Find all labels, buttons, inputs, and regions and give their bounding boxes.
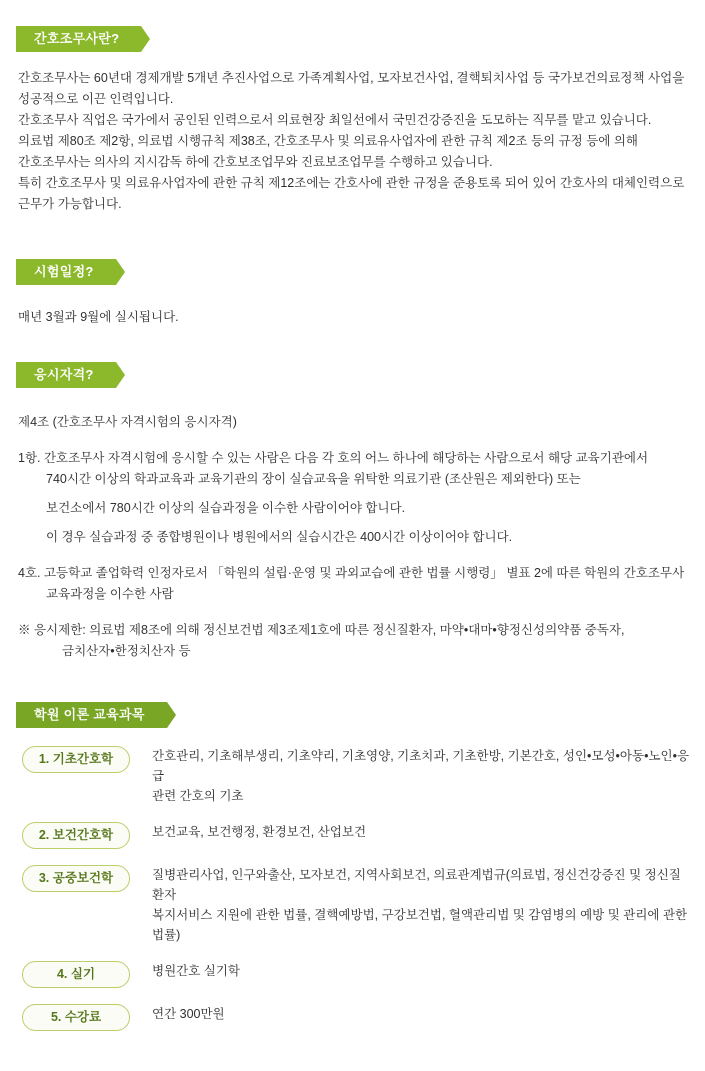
paragraph-line: ※ 응시제한: 의료법 제8조에 의해 정신보건법 제3조제1호에 따른 정신질환자, 마약•대마•향정신성의약품 중독자,: [18, 623, 625, 637]
curriculum-label-cell: [0, 961, 140, 1004]
section-schedule: [0, 259, 705, 328]
paragraph-line: 1항. 간호조무사 자격시험에 응시할 수 있는 사람은 다음 각 호의 어느 하나에 해당하는 사람으로서 해당 교육기관에서: [18, 451, 649, 465]
table-row: [0, 1004, 705, 1047]
paragraph-line: 금치산자•한정치산자 등: [62, 644, 191, 658]
curriculum-desc-line: 간호관리, 기초해부생리, 기초약리, 기초영양, 기초치과, 기초한방, 기본간호, 성인•모성•아동•노인•응급: [152, 749, 690, 783]
table-row: [0, 865, 705, 961]
curriculum-label-cell: [0, 746, 140, 822]
curriculum-subject-pill: 5. 수강료: [22, 1004, 130, 1031]
paragraph-line: 특히 간호조무사 및 의료유사업자에 관한 규칙 제12조에는 간호사에 관한 규정을 준용토록 되어 있어 간호사의 대체인력으로: [18, 176, 685, 190]
paragraph-line: 이 경우 실습과정 중 종합병원이나 병원에서의 실습시간은 400시간 이상이어야 합니다.: [46, 530, 513, 544]
curriculum-subject-pill: 4. 실기: [22, 961, 130, 988]
curriculum-label-cell: [0, 1004, 140, 1047]
section-body-schedule: [18, 307, 687, 328]
paragraph-line: 740시간 이상의 학과교육과 교육기관의 장이 실습교육을 위탁한 의료기관 (조산원은 제외한다) 또는: [46, 472, 581, 486]
paragraph-line: 간호조무사 직업은 국가에서 공인된 인력으로서 의료현장 최일선에서 국민건강증진을 도모하는 직무를 맡고 있습니다.: [18, 113, 652, 127]
curriculum-desc-line: 관련 간호의 기초: [152, 789, 244, 803]
curriculum-table: [0, 746, 705, 1047]
section-body-eligibility: [18, 412, 687, 662]
section-curriculum: [0, 702, 705, 1047]
bottom-spacer: [0, 1047, 705, 1071]
curriculum-desc-line: 연간 300만원: [152, 1007, 225, 1021]
paragraph-line: 4호. 고등학교 졸업학력 인정자로서 「학원의 설립·운영 및 과외교습에 관한 법률 시행령」 별표 2에 따른 학원의 간호조무사: [18, 566, 685, 580]
table-row: [0, 746, 705, 822]
table-row: [0, 961, 705, 1004]
curriculum-desc-line: 질병관리사업, 인구와출산, 모자보건, 지역사회보건, 의료관계법규(의료법, 정신건강증진 및 정신질환자: [152, 868, 681, 902]
paragraph-line: 제4조 (간호조무사 자격시험의 응시자격): [18, 415, 237, 429]
curriculum-subject-pill: 3. 공중보건학: [22, 865, 130, 892]
curriculum-label-cell: [0, 865, 140, 961]
curriculum-desc-cell: [140, 961, 705, 1004]
section-spacer: [0, 662, 705, 702]
paragraph-line: 간호조무사는 60년대 경제개발 5개년 추진사업으로 가족계획사업, 모자보건사업, 결핵퇴치사업 등 국가보건의료정책 사업을: [18, 71, 685, 85]
paragraph-line: 간호조무사는 의사의 지시감독 하에 간호보조업무와 진료보조업무를 수행하고 있습니다.: [18, 155, 493, 169]
section-spacer: [0, 328, 705, 362]
curriculum-desc-cell: [140, 865, 705, 961]
curriculum-desc-cell: [140, 822, 705, 865]
curriculum-subject-pill: 2. 보건간호학: [22, 822, 130, 849]
paragraph-line: 교육과정을 이수한 사람: [46, 587, 174, 601]
curriculum-subject-pill: 1. 기초간호학: [22, 746, 130, 773]
section-heading-intro: 간호조무사란?: [16, 26, 141, 52]
curriculum-desc-line: 보건교육, 보건행정, 환경보건, 산업보건: [152, 825, 367, 839]
section-eligibility: [0, 362, 705, 662]
section-body-intro: [18, 68, 687, 215]
table-row: [0, 822, 705, 865]
section-heading-eligibility: 응시자격?: [16, 362, 116, 388]
section-intro: [0, 26, 705, 215]
curriculum-desc-cell: [140, 746, 705, 822]
paragraph-line: 매년 3월과 9월에 실시됩니다.: [18, 310, 179, 324]
paragraph-line: 근무가 가능합니다.: [18, 197, 122, 211]
curriculum-desc-cell: [140, 1004, 705, 1047]
paragraph-line: 보건소에서 780시간 이상의 실습과정을 이수한 사람이어야 합니다.: [46, 501, 406, 515]
curriculum-desc-line: 복지서비스 지원에 관한 법률, 결핵예방법, 구강보건법, 혈액관리법 및 감염병의 예방 및 관리에 관한 법률): [152, 908, 688, 942]
section-heading-schedule: 시험일정?: [16, 259, 116, 285]
section-heading-curriculum: 학원 이론 교육과목: [16, 702, 167, 728]
curriculum-desc-line: 병원간호 실기학: [152, 964, 240, 978]
paragraph-line: 의료법 제80조 제2항, 의료법 시행규칙 제38조, 간호조무사 및 의료유사업자에 관한 규칙 제2조 등의 규정 등에 의해: [18, 134, 638, 148]
paragraph-line: 성공적으로 이끈 인력입니다.: [18, 92, 174, 106]
curriculum-label-cell: [0, 822, 140, 865]
section-spacer: [0, 215, 705, 259]
top-spacer: [0, 0, 705, 26]
